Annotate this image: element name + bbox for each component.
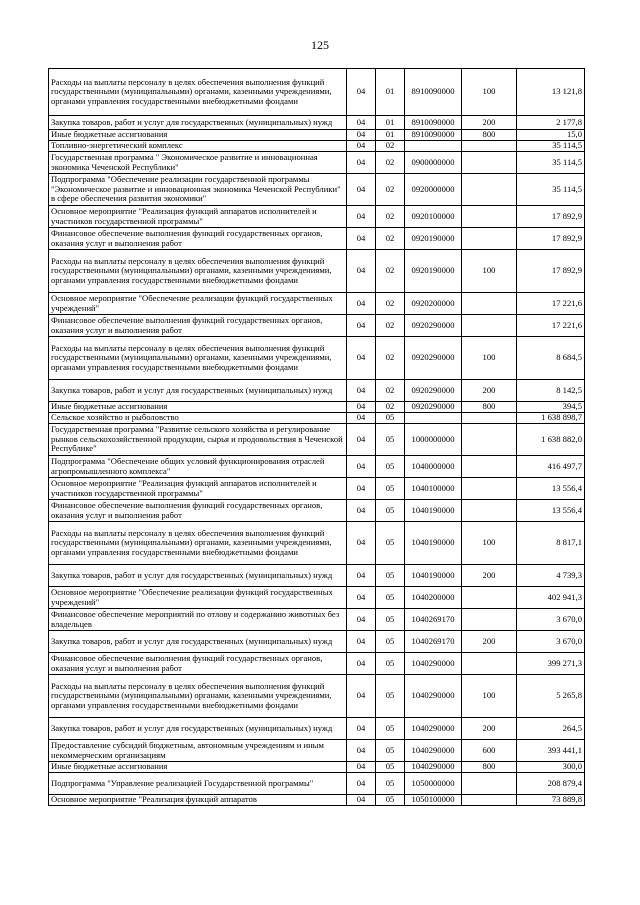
row-section-cell: 04	[347, 740, 376, 762]
row-name-cell: Расходы на выплаты персоналу в целях обеспечения выполнения функций государственными (муниципальными) органами, казенными учреждениями, органами управления государственными внебюджетными фондами	[49, 69, 347, 116]
row-amount-cell: 17 892,9	[517, 250, 585, 293]
row-subsection-cell: 05	[376, 500, 405, 522]
row-section-cell: 04	[347, 141, 376, 152]
row-name-cell: Финансовое обеспечение выполнения функций государственных органов, оказания услуг и выполнения работ	[49, 228, 347, 250]
row-expense-type-cell: 200	[462, 565, 517, 587]
row-name-cell: Сельское хозяйство и рыболовство	[49, 413, 347, 424]
table-row	[49, 773, 585, 795]
table-row	[49, 413, 585, 424]
row-target-article-cell: 0920190000	[405, 228, 462, 250]
row-subsection-cell: 01	[376, 116, 405, 130]
row-expense-type-cell: 200	[462, 631, 517, 653]
row-name-cell: Расходы на выплаты персоналу в целях обеспечения выполнения функций государственными (муниципальными) органами, казенными учреждениями, органами управления государственными внебюджетными фондами	[49, 337, 347, 380]
table-row	[49, 631, 585, 653]
row-expense-type-cell	[462, 315, 517, 337]
row-amount-cell: 393 441,1	[517, 740, 585, 762]
row-name-cell: Основное мероприятие "Реализация функций аппаратов исполнителей и участников государственной программы"	[49, 206, 347, 228]
row-amount-cell: 8 142,5	[517, 380, 585, 402]
table-row	[49, 424, 585, 456]
row-target-article-cell: 0920290000	[405, 380, 462, 402]
row-name-cell: Расходы на выплаты персоналу в целях обеспечения выполнения функций государственными (муниципальными) органами, казенными учреждениями, органами управления государственными внебюджетными фондами	[49, 675, 347, 718]
row-name-cell: Предоставление субсидий бюджетным, автономным учреждениям и иным некоммерческим организациям	[49, 740, 347, 762]
table-row	[49, 141, 585, 152]
row-amount-cell: 1 638 882,0	[517, 424, 585, 456]
row-expense-type-cell: 100	[462, 69, 517, 116]
table-row	[49, 380, 585, 402]
row-amount-cell: 2 177,8	[517, 116, 585, 130]
row-section-cell: 04	[347, 424, 376, 456]
row-section-cell: 04	[347, 500, 376, 522]
row-section-cell: 04	[347, 795, 376, 806]
row-name-cell: Закупка товаров, работ и услуг для государственных (муниципальных) нужд	[49, 380, 347, 402]
row-section-cell: 04	[347, 675, 376, 718]
row-amount-cell: 1 638 898,7	[517, 413, 585, 424]
row-target-article-cell: 1040190000	[405, 565, 462, 587]
row-subsection-cell: 05	[376, 587, 405, 609]
table-row	[49, 116, 585, 130]
row-amount-cell: 13 121,8	[517, 69, 585, 116]
row-subsection-cell: 05	[376, 631, 405, 653]
row-section-cell: 04	[347, 631, 376, 653]
row-subsection-cell: 05	[376, 762, 405, 773]
row-target-article-cell: 0920190000	[405, 250, 462, 293]
row-name-cell: Основное мероприятие "Обеспечение реализации функций государственных учреждений"	[49, 587, 347, 609]
table-row	[49, 718, 585, 740]
row-section-cell: 04	[347, 315, 376, 337]
row-subsection-cell: 05	[376, 718, 405, 740]
row-target-article-cell: 1000000000	[405, 424, 462, 456]
row-expense-type-cell: 100	[462, 675, 517, 718]
table-row	[49, 565, 585, 587]
row-target-article-cell: 8910090000	[405, 116, 462, 130]
row-amount-cell: 394,5	[517, 402, 585, 413]
row-subsection-cell: 05	[376, 795, 405, 806]
row-expense-type-cell	[462, 174, 517, 206]
table-row	[49, 206, 585, 228]
row-expense-type-cell	[462, 293, 517, 315]
row-section-cell: 04	[347, 206, 376, 228]
table-row	[49, 587, 585, 609]
row-name-cell: Закупка товаров, работ и услуг для государственных (муниципальных) нужд	[49, 116, 347, 130]
row-section-cell: 04	[347, 402, 376, 413]
row-subsection-cell: 05	[376, 740, 405, 762]
row-expense-type-cell: 100	[462, 337, 517, 380]
budget-table-body	[49, 69, 585, 806]
row-target-article-cell: 1050000000	[405, 773, 462, 795]
row-expense-type-cell	[462, 206, 517, 228]
row-amount-cell: 13 556,4	[517, 478, 585, 500]
row-expense-type-cell: 800	[462, 402, 517, 413]
row-amount-cell: 402 941,3	[517, 587, 585, 609]
row-name-cell: Финансовое обеспечение выполнения функций государственных органов, оказания услуг и выполнения работ	[49, 315, 347, 337]
row-section-cell: 04	[347, 522, 376, 565]
row-subsection-cell: 01	[376, 130, 405, 141]
row-expense-type-cell: 200	[462, 380, 517, 402]
table-row	[49, 69, 585, 116]
row-name-cell: Иные бюджетные ассигнования	[49, 402, 347, 413]
row-subsection-cell: 02	[376, 228, 405, 250]
table-row	[49, 762, 585, 773]
row-name-cell: Иные бюджетные ассигнования	[49, 762, 347, 773]
row-section-cell: 04	[347, 250, 376, 293]
row-amount-cell: 35 114,5	[517, 174, 585, 206]
row-expense-type-cell: 200	[462, 116, 517, 130]
row-name-cell: Основное мероприятие "Реализация функций аппаратов исполнителей и участников государственной программы"	[49, 478, 347, 500]
row-subsection-cell: 05	[376, 675, 405, 718]
row-amount-cell: 8 684,5	[517, 337, 585, 380]
row-target-article-cell: 1040100000	[405, 478, 462, 500]
row-name-cell: Государственная программа " Экономическое развитие и инновационная экономика Чеченской Республики"	[49, 152, 347, 174]
row-target-article-cell: 0920100000	[405, 206, 462, 228]
table-row	[49, 478, 585, 500]
row-subsection-cell: 02	[376, 206, 405, 228]
row-subsection-cell: 02	[376, 141, 405, 152]
row-amount-cell: 3 670,0	[517, 609, 585, 631]
table-row	[49, 174, 585, 206]
row-name-cell: Финансовое обеспечение выполнения функций государственных органов, оказания услуг и выполнения работ	[49, 653, 347, 675]
row-target-article-cell: 1040269170	[405, 631, 462, 653]
table-row	[49, 795, 585, 806]
row-expense-type-cell	[462, 587, 517, 609]
row-section-cell: 04	[347, 69, 376, 116]
row-subsection-cell: 05	[376, 522, 405, 565]
row-name-cell: Государственная программа "Развитие сельского хозяйства и регулирование рынков сельскохозяйственной продукции, сырья и продовольствия в Чеченской Республике"	[49, 424, 347, 456]
row-expense-type-cell	[462, 653, 517, 675]
table-row	[49, 228, 585, 250]
table-row	[49, 402, 585, 413]
row-expense-type-cell	[462, 228, 517, 250]
row-target-article-cell: 8910090000	[405, 69, 462, 116]
row-target-article-cell: 1040290000	[405, 762, 462, 773]
row-target-article-cell: 1040290000	[405, 740, 462, 762]
table-row	[49, 456, 585, 478]
row-amount-cell: 17 221,6	[517, 315, 585, 337]
row-expense-type-cell: 800	[462, 130, 517, 141]
row-expense-type-cell	[462, 773, 517, 795]
row-amount-cell: 399 271,3	[517, 653, 585, 675]
row-expense-type-cell: 100	[462, 522, 517, 565]
row-name-cell: Закупка товаров, работ и услуг для государственных (муниципальных) нужд	[49, 631, 347, 653]
row-section-cell: 04	[347, 228, 376, 250]
row-subsection-cell: 05	[376, 773, 405, 795]
row-expense-type-cell: 200	[462, 718, 517, 740]
row-expense-type-cell: 600	[462, 740, 517, 762]
row-subsection-cell: 01	[376, 69, 405, 116]
budget-table	[48, 68, 585, 806]
row-target-article-cell: 1040200000	[405, 587, 462, 609]
row-name-cell: Подпрограмма "Обеспечение общих условий функционирования отраслей агропромышленного комплекса"	[49, 456, 347, 478]
table-row	[49, 337, 585, 380]
row-name-cell: Основное мероприятие "Обеспечение реализации функций государственных учреждений"	[49, 293, 347, 315]
row-target-article-cell: 0920290000	[405, 337, 462, 380]
row-section-cell: 04	[347, 478, 376, 500]
row-target-article-cell: 1050100000	[405, 795, 462, 806]
row-section-cell: 04	[347, 653, 376, 675]
row-subsection-cell: 05	[376, 609, 405, 631]
table-row	[49, 130, 585, 141]
row-expense-type-cell	[462, 141, 517, 152]
row-target-article-cell: 1040290000	[405, 718, 462, 740]
row-expense-type-cell	[462, 456, 517, 478]
row-subsection-cell: 02	[376, 174, 405, 206]
row-section-cell: 04	[347, 116, 376, 130]
row-target-article-cell: 1040290000	[405, 653, 462, 675]
row-subsection-cell: 02	[376, 315, 405, 337]
row-target-article-cell: 1040000000	[405, 456, 462, 478]
row-subsection-cell: 05	[376, 565, 405, 587]
table-row	[49, 675, 585, 718]
table-row	[49, 250, 585, 293]
page-number: 125	[311, 38, 329, 52]
row-subsection-cell: 02	[376, 250, 405, 293]
row-section-cell: 04	[347, 565, 376, 587]
table-row	[49, 500, 585, 522]
row-amount-cell: 13 556,4	[517, 500, 585, 522]
row-section-cell: 04	[347, 130, 376, 141]
row-expense-type-cell: 100	[462, 250, 517, 293]
row-section-cell: 04	[347, 380, 376, 402]
row-amount-cell: 300,0	[517, 762, 585, 773]
row-expense-type-cell	[462, 478, 517, 500]
row-subsection-cell: 02	[376, 402, 405, 413]
row-target-article-cell: 1040269170	[405, 609, 462, 631]
row-section-cell: 04	[347, 413, 376, 424]
row-name-cell: Закупка товаров, работ и услуг для государственных (муниципальных) нужд	[49, 718, 347, 740]
row-amount-cell: 17 892,9	[517, 206, 585, 228]
table-row	[49, 609, 585, 631]
row-expense-type-cell	[462, 609, 517, 631]
row-amount-cell: 8 817,1	[517, 522, 585, 565]
row-section-cell: 04	[347, 609, 376, 631]
row-subsection-cell: 02	[376, 293, 405, 315]
row-name-cell: Топливно-энергетический комплекс	[49, 141, 347, 152]
row-target-article-cell: 8910090000	[405, 130, 462, 141]
row-section-cell: 04	[347, 773, 376, 795]
table-row	[49, 315, 585, 337]
row-name-cell: Расходы на выплаты персоналу в целях обеспечения выполнения функций государственными (муниципальными) органами, казенными учреждениями, органами управления государственными внебюджетными фондами	[49, 522, 347, 565]
row-target-article-cell: 0920200000	[405, 293, 462, 315]
row-target-article-cell: 0920290000	[405, 315, 462, 337]
row-subsection-cell: 05	[376, 653, 405, 675]
row-section-cell: 04	[347, 456, 376, 478]
row-amount-cell: 264,5	[517, 718, 585, 740]
row-expense-type-cell: 800	[462, 762, 517, 773]
row-subsection-cell: 05	[376, 413, 405, 424]
table-row	[49, 293, 585, 315]
table-row	[49, 653, 585, 675]
row-target-article-cell: 0920290000	[405, 402, 462, 413]
row-target-article-cell: 1040190000	[405, 522, 462, 565]
row-name-cell: Подпрограмма "Управление реализацией Государственной программы"	[49, 773, 347, 795]
row-target-article-cell: 1040290000	[405, 675, 462, 718]
row-expense-type-cell	[462, 424, 517, 456]
row-amount-cell: 416 497,7	[517, 456, 585, 478]
row-amount-cell: 5 265,8	[517, 675, 585, 718]
row-section-cell: 04	[347, 152, 376, 174]
row-amount-cell: 15,0	[517, 130, 585, 141]
row-name-cell: Финансовое обеспечение мероприятий по отлову и содержанию животных без владельцев	[49, 609, 347, 631]
row-expense-type-cell	[462, 795, 517, 806]
row-target-article-cell: 0920000000	[405, 174, 462, 206]
row-expense-type-cell	[462, 500, 517, 522]
row-name-cell: Подпрограмма "Обеспечение реализации государственной программы "Экономическое развитие и инновационная экономика Чеченской Республики" в сфере обеспечения развития экономики"	[49, 174, 347, 206]
row-amount-cell: 17 221,6	[517, 293, 585, 315]
row-subsection-cell: 02	[376, 337, 405, 380]
row-target-article-cell	[405, 413, 462, 424]
row-amount-cell: 4 739,3	[517, 565, 585, 587]
row-section-cell: 04	[347, 174, 376, 206]
row-subsection-cell: 05	[376, 456, 405, 478]
row-section-cell: 04	[347, 337, 376, 380]
row-name-cell: Расходы на выплаты персоналу в целях обеспечения выполнения функций государственными (муниципальными) органами, казенными учреждениями, органами управления государственными внебюджетными фондами	[49, 250, 347, 293]
row-amount-cell: 17 892,9	[517, 228, 585, 250]
row-section-cell: 04	[347, 718, 376, 740]
row-target-article-cell: 0900000000	[405, 152, 462, 174]
row-name-cell: Финансовое обеспечение выполнения функций государственных органов, оказания услуг и выполнения работ	[49, 500, 347, 522]
row-subsection-cell: 02	[376, 152, 405, 174]
row-target-article-cell	[405, 141, 462, 152]
row-name-cell: Основное мероприятие "Реализация функций аппаратов	[49, 795, 347, 806]
row-subsection-cell: 05	[376, 478, 405, 500]
row-amount-cell: 73 889,8	[517, 795, 585, 806]
row-section-cell: 04	[347, 587, 376, 609]
row-expense-type-cell	[462, 152, 517, 174]
row-amount-cell: 3 670,0	[517, 631, 585, 653]
table-row	[49, 740, 585, 762]
row-section-cell: 04	[347, 762, 376, 773]
row-subsection-cell: 02	[376, 380, 405, 402]
row-amount-cell: 208 879,4	[517, 773, 585, 795]
row-expense-type-cell	[462, 413, 517, 424]
table-row	[49, 522, 585, 565]
row-target-article-cell: 1040190000	[405, 500, 462, 522]
row-name-cell: Закупка товаров, работ и услуг для государственных (муниципальных) нужд	[49, 565, 347, 587]
row-subsection-cell: 05	[376, 424, 405, 456]
row-amount-cell: 35 114,5	[517, 141, 585, 152]
row-name-cell: Иные бюджетные ассигнования	[49, 130, 347, 141]
table-row	[49, 152, 585, 174]
row-section-cell: 04	[347, 293, 376, 315]
row-amount-cell: 35 114,5	[517, 152, 585, 174]
